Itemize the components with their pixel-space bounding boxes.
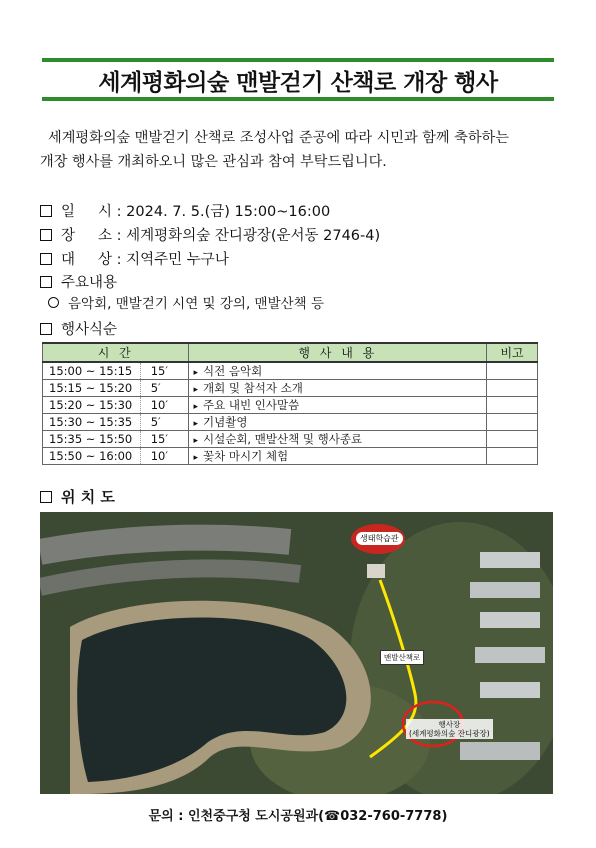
date-row	[40, 200, 330, 221]
intro-line-2: 개장 행사를 개최하오니 많은 관심과 참여 부탁드립니다.	[40, 154, 387, 170]
row-time: 15:15 ~ 15:20	[43, 380, 141, 397]
row-time: 15:50 ~ 16:00	[43, 448, 141, 465]
row-content: ▸ 개회 및 참석자 소개	[189, 380, 487, 397]
header-note: 비고	[487, 343, 538, 362]
main-content-item	[48, 292, 324, 312]
schedule-header-row	[43, 343, 538, 362]
table-row	[43, 414, 538, 431]
checkbox-icon	[40, 253, 52, 265]
circle-bullet-icon	[48, 297, 59, 308]
order-label: 행사식순	[61, 322, 118, 338]
row-note	[487, 380, 538, 397]
row-note	[487, 414, 538, 431]
checkbox-icon	[40, 229, 52, 241]
header-content: 행 사 내 용	[189, 343, 487, 362]
checkbox-icon	[40, 276, 52, 288]
row-content: ▸ 주요 내빈 인사말씀	[189, 397, 487, 414]
main-content-text: 음악회, 맨발걷기 시연 및 강의, 맨발산책 등	[68, 296, 325, 312]
row-duration: 5′	[140, 414, 189, 431]
map-label-venue	[406, 719, 493, 739]
row-note	[487, 431, 538, 448]
location-heading	[40, 486, 115, 507]
map-label-path: 맨발산책로	[380, 650, 424, 665]
date-value: : 2024. 7. 5.(금) 15:00~16:00	[116, 204, 331, 220]
main-content-heading	[40, 271, 117, 292]
page-title: 세계평화의숲 맨발걷기 산책로 개장 행사	[98, 70, 498, 96]
venue-subtitle: (세계평화의숲 잔디광장)	[409, 729, 490, 738]
location-map	[40, 512, 553, 794]
row-content: ▸ 시설순회, 맨발산책 및 행사종료	[189, 431, 487, 448]
row-time: 15:30 ~ 15:35	[43, 414, 141, 431]
row-content: ▸ 기념촬영	[189, 414, 487, 431]
checkbox-icon	[40, 205, 52, 217]
row-content: ▸ 식전 음악회	[189, 362, 487, 380]
schedule-table	[42, 342, 538, 465]
row-note	[487, 397, 538, 414]
target-label: 대 상	[61, 252, 113, 268]
location-label: 위 치 도	[61, 488, 115, 506]
table-row	[43, 362, 538, 380]
map-label-eco-center: 생태학습관	[356, 532, 403, 545]
table-row	[43, 397, 538, 414]
row-duration: 10′	[140, 448, 189, 465]
row-duration: 15′	[140, 362, 189, 380]
row-duration: 10′	[140, 397, 189, 414]
order-heading	[40, 318, 117, 339]
target-row	[40, 248, 229, 269]
row-time: 15:20 ~ 15:30	[43, 397, 141, 414]
checkbox-icon	[40, 491, 52, 503]
table-row	[43, 448, 538, 465]
row-duration: 5′	[140, 380, 189, 397]
place-row	[40, 224, 380, 245]
top-green-rule	[42, 58, 554, 62]
intro-paragraph	[40, 126, 560, 174]
aerial-map-image	[40, 512, 553, 794]
place-value: : 세계평화의숲 잔디광장(운서동 2746-4)	[116, 228, 381, 244]
contact-footer: 문의 : 인천중구청 도시공원과(☎032-760-7778)	[148, 809, 448, 824]
row-duration: 15′	[140, 431, 189, 448]
bottom-green-rule	[42, 97, 554, 101]
venue-title: 행사장	[438, 720, 461, 729]
target-value: : 지역주민 누구나	[116, 252, 229, 268]
row-note	[487, 362, 538, 380]
row-note	[487, 448, 538, 465]
table-row	[43, 431, 538, 448]
checkbox-icon	[40, 323, 52, 335]
date-label: 일 시	[61, 204, 113, 220]
header-time: 시 간	[43, 343, 189, 362]
main-content-label: 주요내용	[61, 275, 118, 291]
table-row	[43, 380, 538, 397]
place-label: 장 소	[61, 228, 113, 244]
intro-line-1: 세계평화의숲 맨발걷기 산책로 조성사업 준공에 따라 시민과 함께 축하하는	[48, 130, 509, 146]
row-time: 15:35 ~ 15:50	[43, 431, 141, 448]
row-content: ▸ 꽃차 마시기 체험	[189, 448, 487, 465]
row-time: 15:00 ~ 15:15	[43, 362, 141, 380]
